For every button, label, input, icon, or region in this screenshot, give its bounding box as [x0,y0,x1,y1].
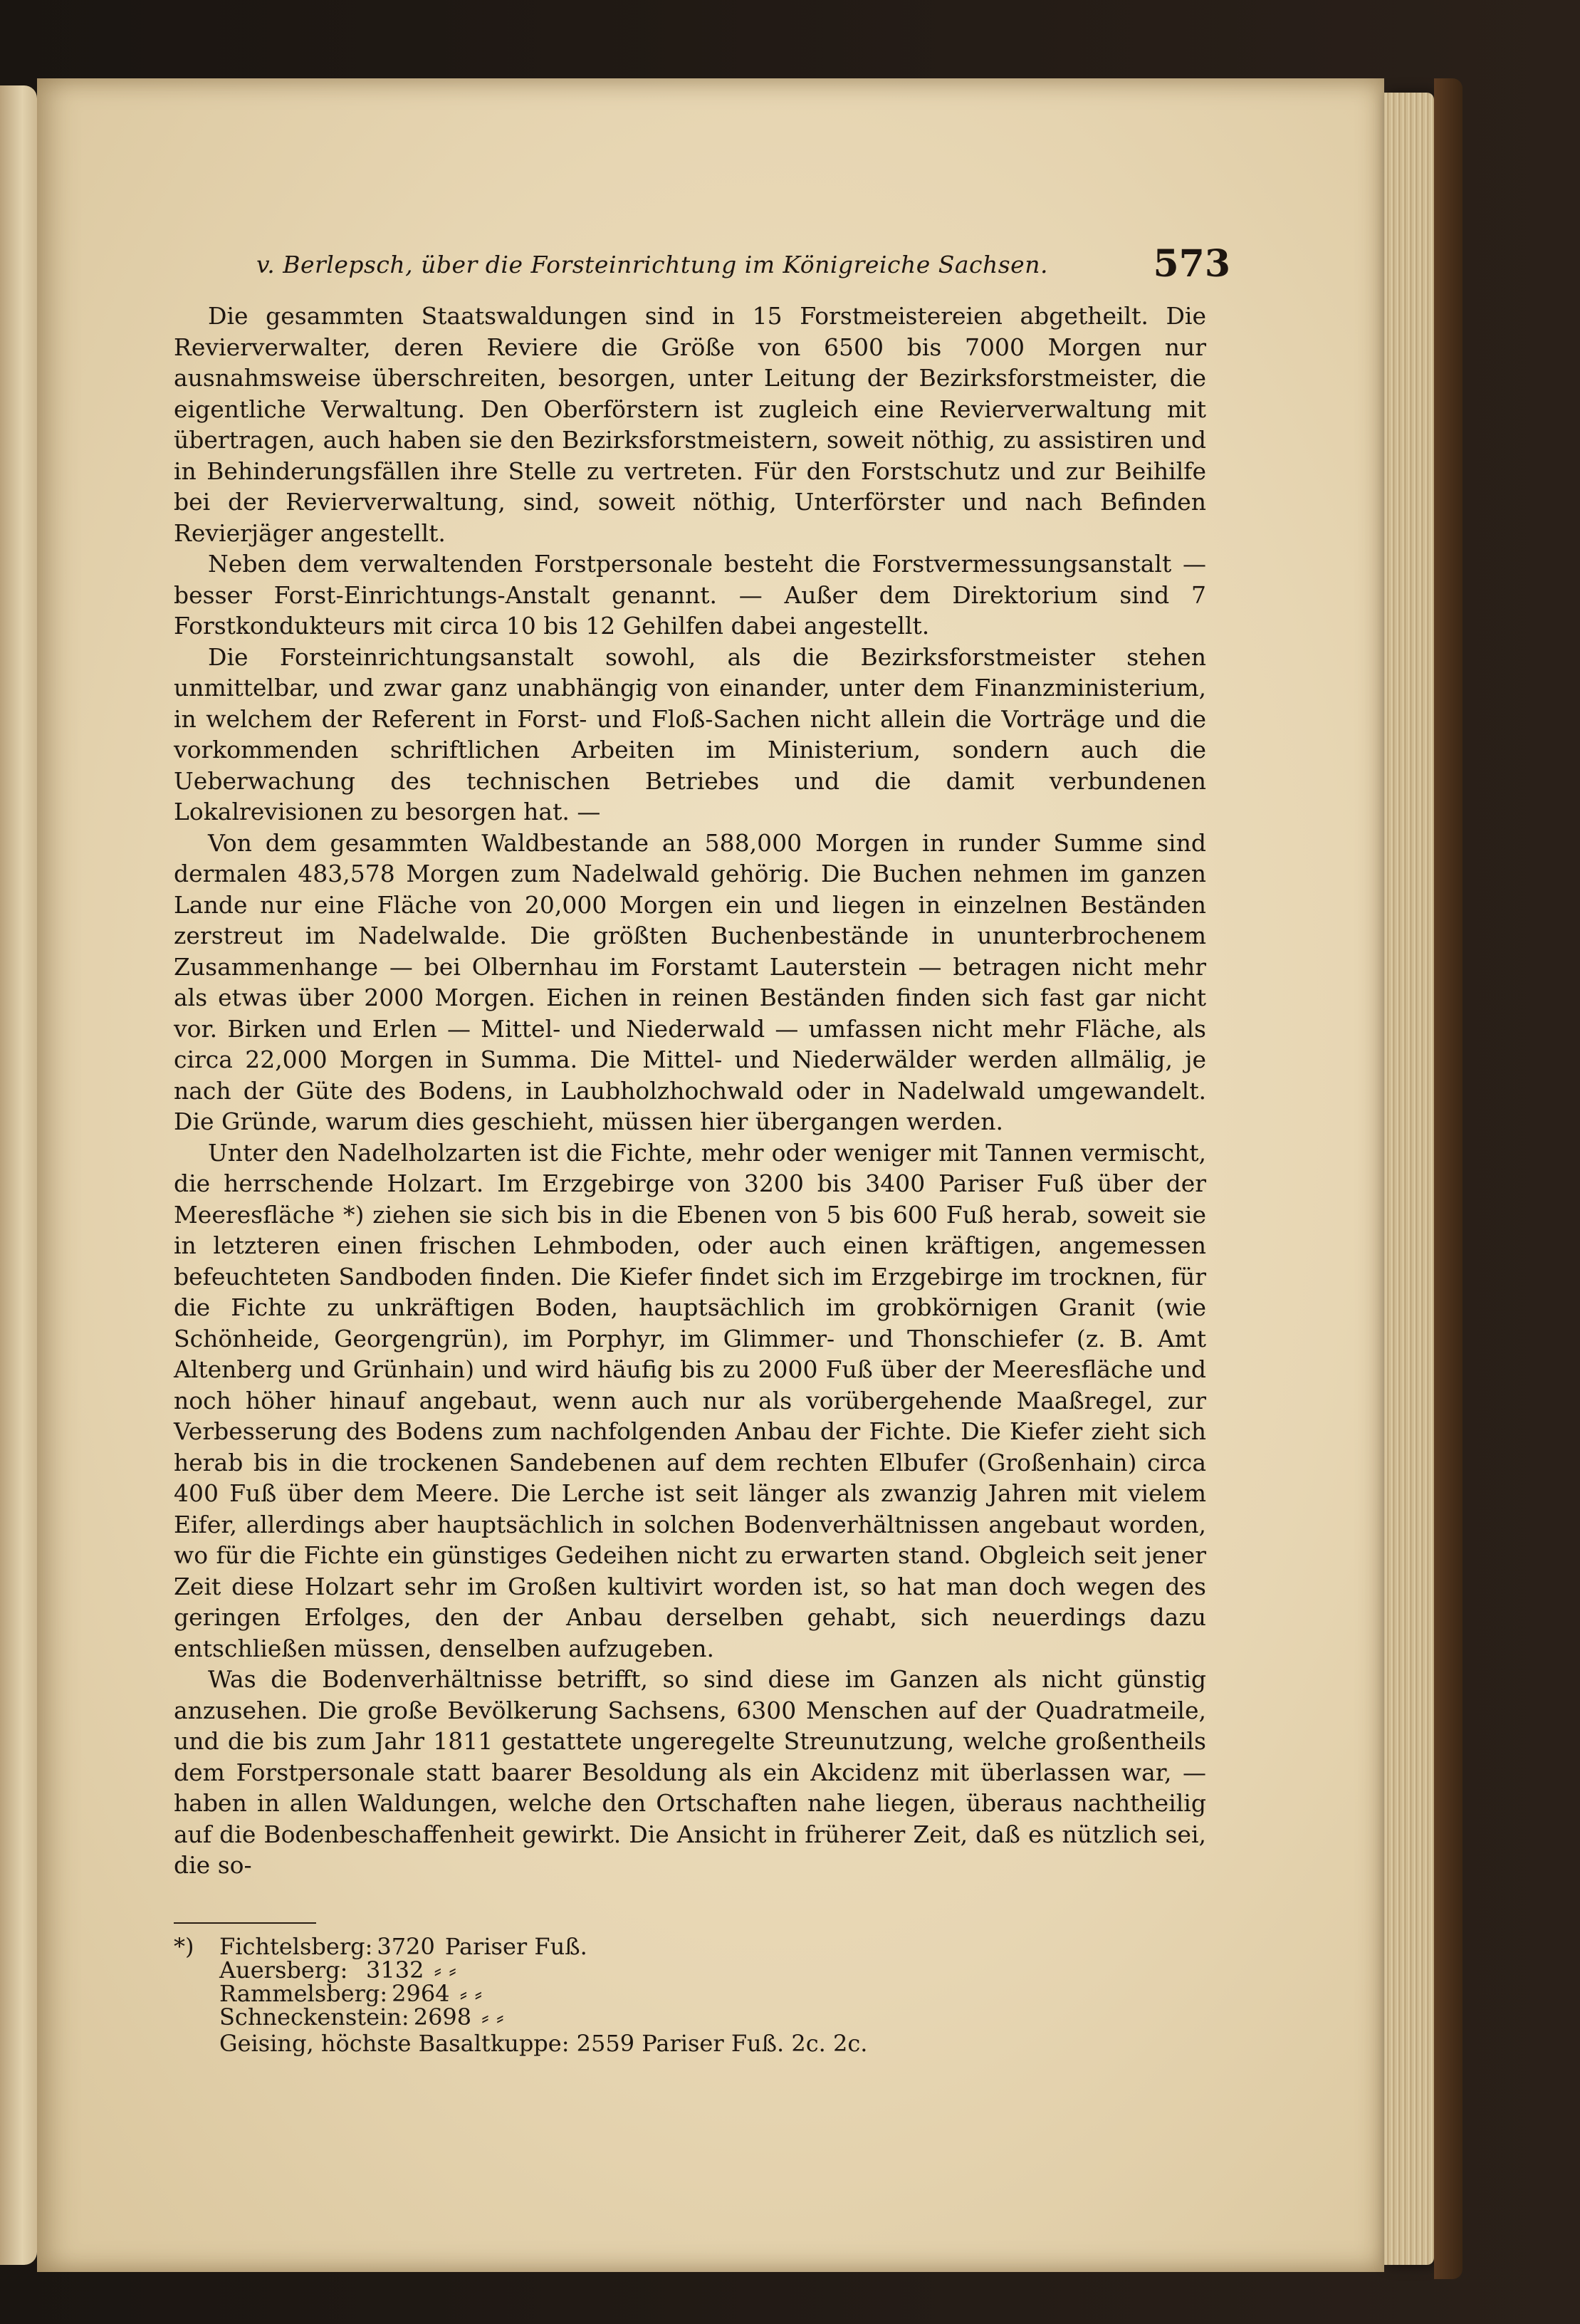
left-page-edge [0,85,37,2265]
footnote-rule [174,1922,316,1924]
page-number: 573 [1153,242,1230,286]
footnote-unit: Pariser Fuß. [444,1932,587,1960]
paragraph: Unter den Nadelholzarten ist die Fichte, mehr oder weniger mit Tannen vermischt, die herrschende Holzart. Im Erzgebirge von 3200 bis 3400 Pariser Fuß über der Meeresfläche *) ziehen sie sich bis in die Ebenen von 5 bis 600 Fuß herab, soweit sie in letzteren einen frischen Lehmboden, oder auch einen kräftigen, angemessen befeuchteten Sandboden finden. Die Kiefer findet sich im Erzgebirge im trocknen, für die Fichte zu unkräftigen Boden, hauptsächlich im grobkörnigen Granit (wie Schönheide, Georgengrün), im Porphyr, im Glimmer- und Thonschiefer (z. B. Amt Altenberg und Grünhain) und wird häufig bis zu 2000 Fuß über der Meeresfläche und noch höher hinauf angebaut, wenn auch nur als vorübergehende Maaßregel, zur Verbesserung des Bodens zum nachfolgenden Anbau der Fichte. Die Kiefer zieht sich herab bis in die trockenen Sandebenen auf dem rechten Elbufer (Großenhain) circa 400 Fuß über dem Meere. Die Lerche ist seit länger als zwanzig Jahren mit vielem Eifer, allerdings aber hauptsächlich in solchen Bodenverhältnissen angebaut worden, wo für die Fichte ein günstiges Gedeihen nicht zu erwarten stand. Obgleich seit jener Zeit diese Holzart sehr im Großen kultivirt worden ist, so hat man doch wegen des geringen Erfolges, den der Anbau derselben gehabt, sich neuerdings dazu entschließen müssen, denselben aufzugeben. [174,1138,1206,1662]
paragraph: Was die Bodenverhältnisse betrifft, so sind diese im Ganzen als nicht günstig anzusehen. Die große Bevölkerung Sachsens, 6300 Menschen auf der Quadratmeile, und die bis zum Jahr 1811 gestattete ungeregelte Streunutzung, welche großentheils dem Forstpersonale statt baarer Besoldung als ein Akcidenz mit überlassen war, — haben in allen Waldungen, welche den Ortschaften nahe liegen, überaus nachtheilig auf die Bodenbeschaffenheit gewirkt. Die Ansicht in früherer Zeit, daß es nützlich sei, die so- [174,1665,1206,1879]
footnote-unit: ⸗ ⸗ [434,1956,456,1984]
footnote-value: 3132 [366,1956,424,1984]
footnote-label: Schneckenstein: [219,2003,409,2031]
page-content [174,242,1230,2057]
footnote-value: 2964 [392,1979,450,2007]
footnote-line [174,1932,1206,1960]
footnote-unit: ⸗ ⸗ [481,2003,504,2031]
paragraph: Die gesammten Staatswaldungen sind in 15 Forstmeistereien abgetheilt. Die Revierverwalter, deren Reviere die Größe von 6500 bis 7000 Morgen nur ausnahmsweise überschreiten, besorgen, unter Leitung der Bezirksforstmeister, die eigentliche Verwaltung. Den Oberförstern ist zugleich eine Revierverwaltung mit übertragen, auch haben sie den Bezirksforstmeistern, soweit nöthig, zu assistiren und in Behinderungsfällen ihre Stelle zu vertreten. Für den Forstschutz und zur Beihilfe bei der Revierverwaltung, sind, soweit nöthig, Unterförster und nach Befinden Revierjäger angestellt. [174,302,1206,547]
footnote-value: 2698 [413,2003,472,2031]
book-cover-edge [1434,78,1463,2279]
footnote-value: 3720 [377,1932,435,1960]
footnote-unit: ⸗ ⸗ [459,1979,483,2007]
footnote-last-line: Geising, höchste Basaltkuppe: 2559 Pariser Fuß. 2c. 2c. [219,2029,868,2057]
footnote-line [174,1979,1206,2007]
page-stack-edge [1384,93,1434,2265]
footnote-line [174,1956,1206,1984]
body-text [174,301,1206,1881]
running-head: v. Berlepsch, über die Forsteinrichtung im Königreiche Sachsen. [256,251,1048,278]
footnote-marker: *) [174,1932,194,1960]
footnote-label: Rammelsberg: [219,1979,388,2007]
page-header [174,242,1230,286]
footnote-label: Fichtelsberg: [219,1932,373,1960]
paragraph: Neben dem verwaltenden Forstpersonale besteht die Forstvermessungsanstalt — besser Forst-Einrichtungs-Anstalt genannt. — Außer dem Direktorium sind 7 Forstkondukteurs mit circa 10 bis 12 Gehilfen dabei angestellt. [174,550,1206,640]
footnote-line [174,2003,1206,2031]
paragraph: Von dem gesammten Waldbestande an 588,000 Morgen in runder Summe sind dermalen 483,578 Morgen zum Nadelwald gehörig. Die Buchen nehmen im ganzen Lande nur eine Fläche von 20,000 Morgen ein und liegen in einzelnen Beständen zerstreut im Nadelwalde. Die größten Buchenbestände in ununterbrochenem Zusammenhange — bei Olbernhau im Forstamt Lauterstein — betragen nicht mehr als etwas über 2000 Morgen. Eichen in reinen Beständen finden sich fast gar nicht vor. Birken und Erlen — Mittel- und Niederwald — umfassen nicht mehr Fläche, als circa 22,000 Morgen in Summa. Die Mittel- und Niederwälder werden allmälig, je nach der Güte des Bodens, in Laubholzhochwald oder in Nadelwald umgewandelt. Die Gründe, warum dies geschieht, müssen hier übergangen werden. [174,828,1206,1135]
footnote-label: Auersberg: [219,1956,348,1984]
paragraph: Die Forsteinrichtungsanstalt sowohl, als die Bezirksforstmeister stehen unmittelbar, und zwar ganz unabhängig von einander, unter dem Finanzministerium, in welchem der Referent in Forst- und Floß-Sachen nicht allein die Vorträge und die vorkommenden schriftlichen Arbeiten im Ministerium, sondern auch die Ueberwachung des technischen Betriebes und die damit verbundenen Lokalrevisionen zu besorgen hat. — [174,642,1206,825]
footnote-line [174,2029,1206,2057]
footnotes [174,1932,1206,2057]
